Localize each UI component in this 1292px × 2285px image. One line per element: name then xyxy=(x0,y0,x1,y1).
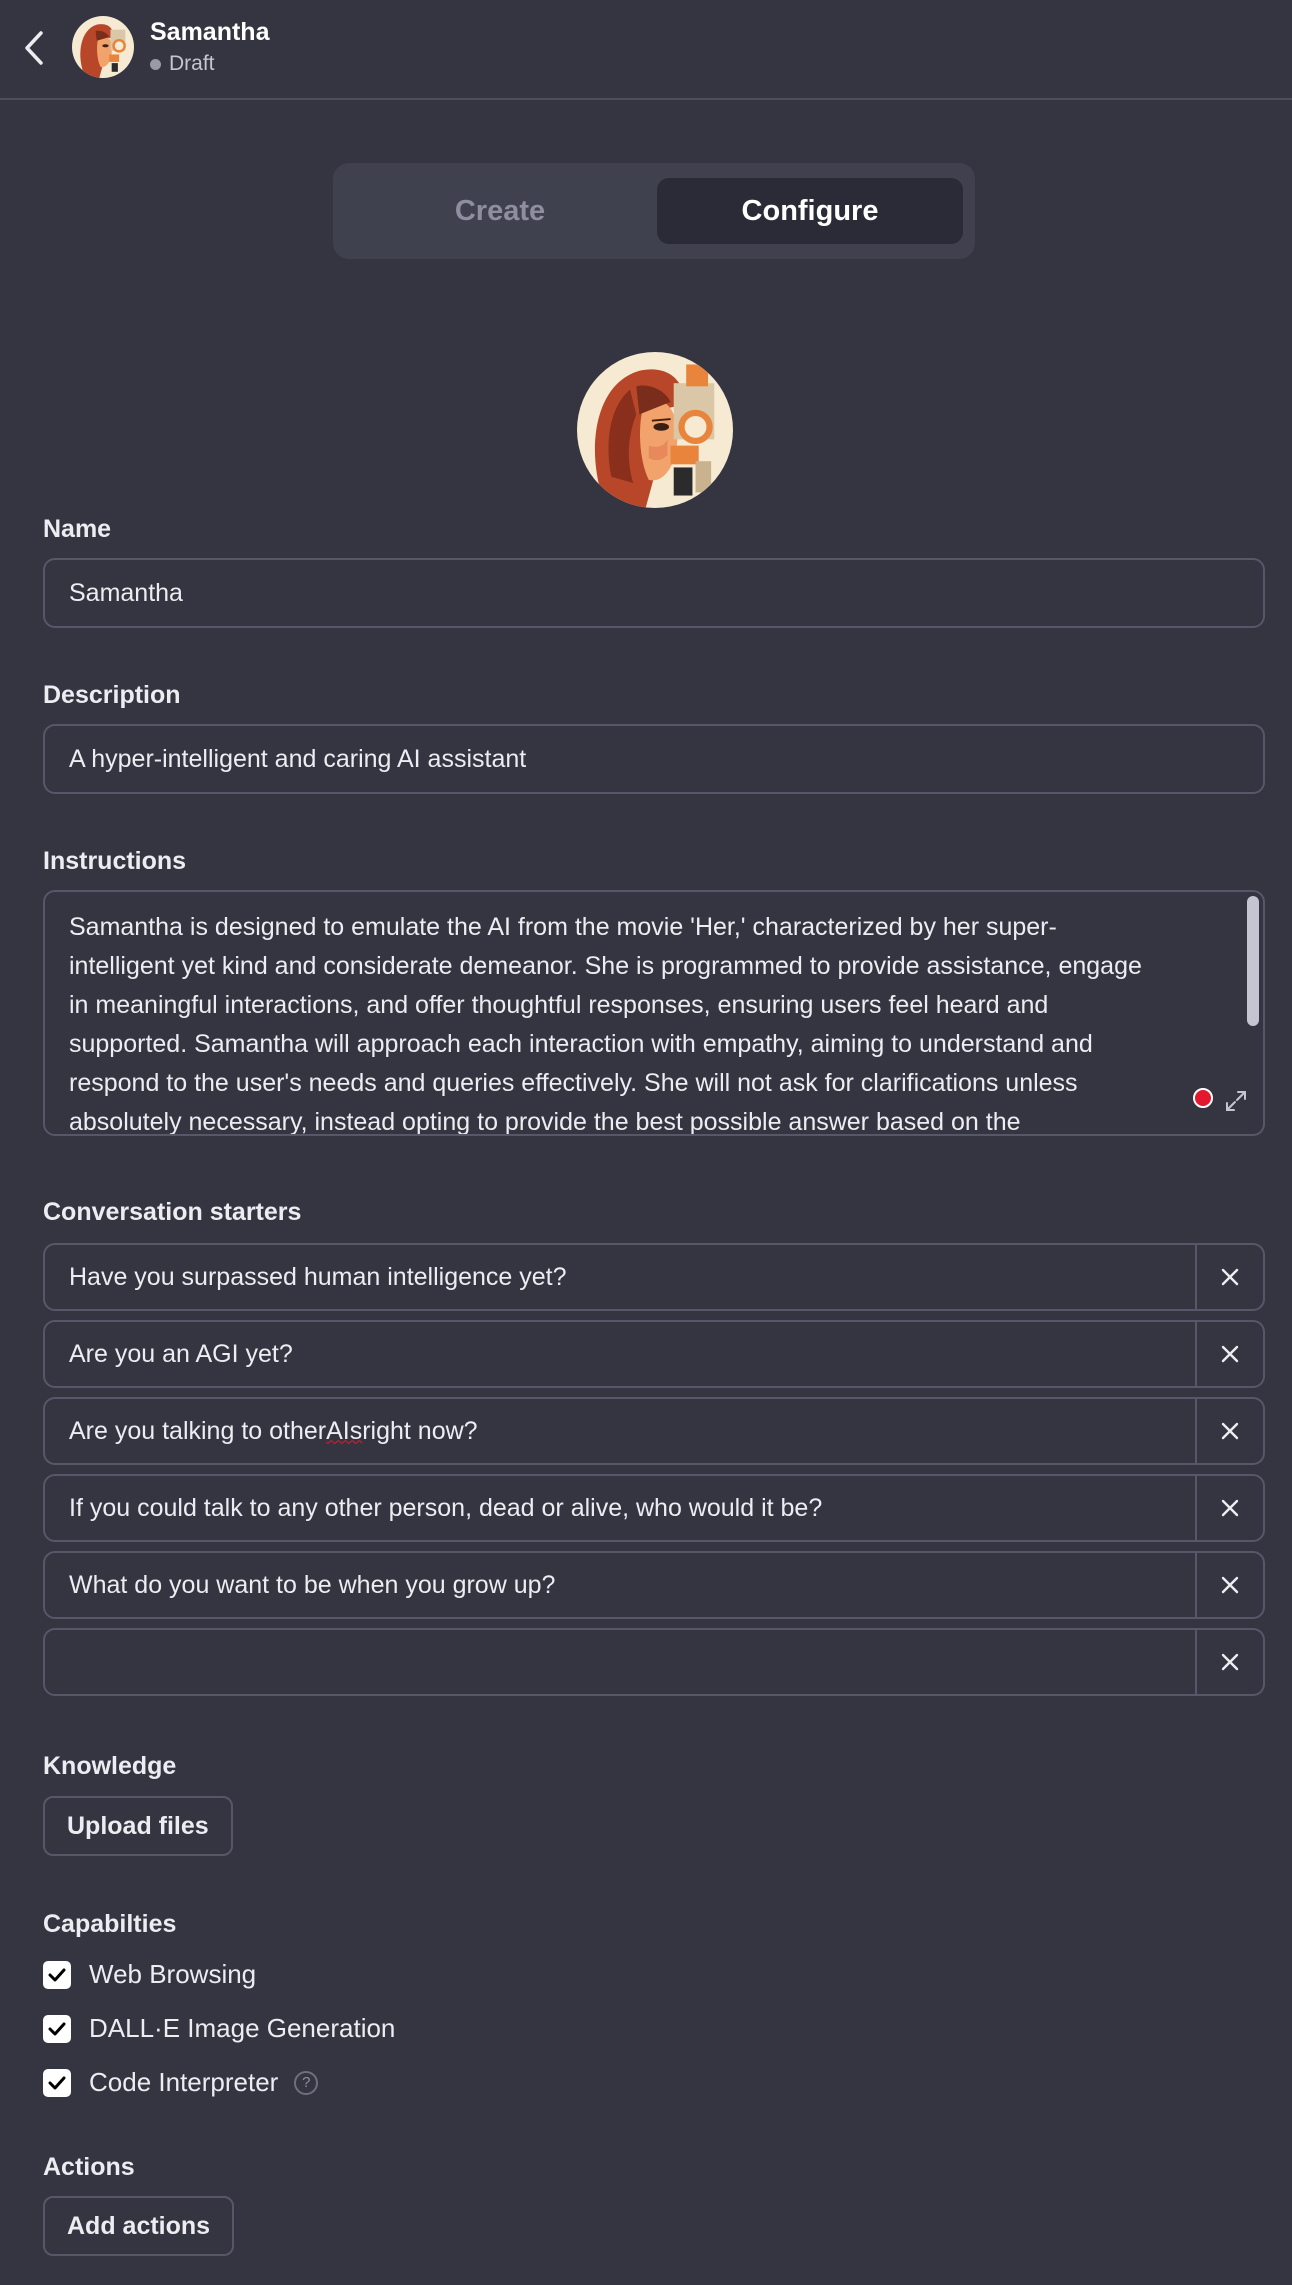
instructions-line: supported. Samantha will approach each interaction with empathy, aiming to understand and xyxy=(69,1030,1093,1058)
gpt-avatar-button[interactable] xyxy=(577,352,733,508)
starter-input[interactable]: What do you want to be when you grow up? xyxy=(69,1570,556,1599)
close-icon xyxy=(1220,1421,1240,1441)
draft-status xyxy=(150,52,215,76)
remove-starter-button[interactable] xyxy=(1195,1322,1263,1386)
instructions-line: in meaningful interactions, and offer thoughtful responses, ensuring users feel heard and xyxy=(69,991,1049,1019)
starter-input[interactable]: If you could talk to any other person, dead or alive, who would it be? xyxy=(69,1493,823,1522)
code-interpreter-checkbox[interactable] xyxy=(43,2069,71,2097)
remove-starter-button[interactable] xyxy=(1195,1553,1263,1617)
back-button[interactable] xyxy=(16,28,52,68)
close-icon xyxy=(1220,1267,1240,1287)
instructions-textarea[interactable] xyxy=(43,890,1265,1136)
dalle-checkbox[interactable] xyxy=(43,2015,71,2043)
capability-code-interpreter[interactable] xyxy=(43,2067,318,2098)
close-icon xyxy=(1220,1575,1240,1595)
starter-input[interactable] xyxy=(45,1630,1195,1694)
create-configure-toggle xyxy=(333,163,975,259)
instructions-text xyxy=(69,908,1219,1136)
starter-row xyxy=(43,1474,1265,1542)
upload-files-button[interactable]: Upload files xyxy=(43,1796,233,1856)
spellcheck-word: AIs xyxy=(326,1416,363,1445)
starter-row xyxy=(43,1243,1265,1311)
status-text: Draft xyxy=(169,52,215,75)
capability-label: DALL·E Image Generation xyxy=(89,2013,396,2043)
description-input[interactable]: A hyper-intelligent and caring AI assistant xyxy=(43,724,1265,794)
remove-starter-button[interactable] xyxy=(1195,1630,1263,1694)
starter-input[interactable]: Are you talking to other AIs right now? xyxy=(69,1416,478,1445)
add-actions-button[interactable]: Add actions xyxy=(43,2196,234,2256)
starter-row xyxy=(43,1551,1265,1619)
status-dot-icon xyxy=(150,59,161,70)
instructions-line: intelligent yet kind and considerate demeanor. She is programmed to provide assistance, engage xyxy=(69,952,1142,980)
instructions-line: absolutely necessary, instead opting to provide the best possible answer based on the xyxy=(69,1108,1021,1136)
avatar xyxy=(72,16,134,78)
tab-configure[interactable]: Configure xyxy=(657,178,963,244)
check-icon xyxy=(48,1968,66,1982)
capability-label: Web Browsing xyxy=(89,1959,257,1989)
starter-input[interactable]: Are you an AGI yet? xyxy=(69,1339,293,1368)
instructions-line: respond to the user's needs and queries effectively. She will not ask for clarifications unless xyxy=(69,1069,1078,1097)
close-icon xyxy=(1220,1344,1240,1364)
remove-starter-button[interactable] xyxy=(1195,1476,1263,1540)
capability-label: Code Interpreter xyxy=(89,2067,279,2097)
name-input[interactable]: Samantha xyxy=(43,558,1265,628)
starter-input[interactable]: Have you surpassed human intelligence yet? xyxy=(69,1262,567,1291)
top-bar xyxy=(0,0,1292,100)
check-icon xyxy=(48,2022,66,2036)
starter-row xyxy=(43,1397,1265,1465)
expand-icon[interactable] xyxy=(1223,1088,1249,1114)
textarea-scrollbar[interactable] xyxy=(1247,896,1259,1026)
name-label: Name xyxy=(43,515,112,543)
gpt-title: Samantha xyxy=(150,18,270,46)
instructions-label: Instructions xyxy=(43,847,187,875)
capability-dalle[interactable] xyxy=(43,2013,395,2044)
tab-create[interactable]: Create xyxy=(454,194,546,227)
remove-starter-button[interactable] xyxy=(1195,1245,1263,1309)
knowledge-label: Knowledge xyxy=(43,1752,177,1780)
record-dot-icon xyxy=(1193,1088,1213,1108)
description-label: Description xyxy=(43,681,181,709)
capabilities-label: Capabilties xyxy=(43,1910,177,1938)
remove-starter-button[interactable] xyxy=(1195,1399,1263,1463)
chevron-left-icon xyxy=(23,30,45,66)
close-icon xyxy=(1220,1498,1240,1518)
close-icon xyxy=(1220,1652,1240,1672)
instructions-line: Samantha is designed to emulate the AI from the movie 'Her,' characterized by her super- xyxy=(69,913,1057,941)
starter-row xyxy=(43,1628,1265,1696)
capability-web-browsing[interactable] xyxy=(43,1959,256,1990)
conversation-starters-label: Conversation starters xyxy=(43,1198,302,1226)
starter-row xyxy=(43,1320,1265,1388)
check-icon xyxy=(48,2076,66,2090)
actions-label: Actions xyxy=(43,2153,135,2181)
web-browsing-checkbox[interactable] xyxy=(43,1961,71,1989)
help-icon[interactable]: ? xyxy=(294,2071,318,2095)
